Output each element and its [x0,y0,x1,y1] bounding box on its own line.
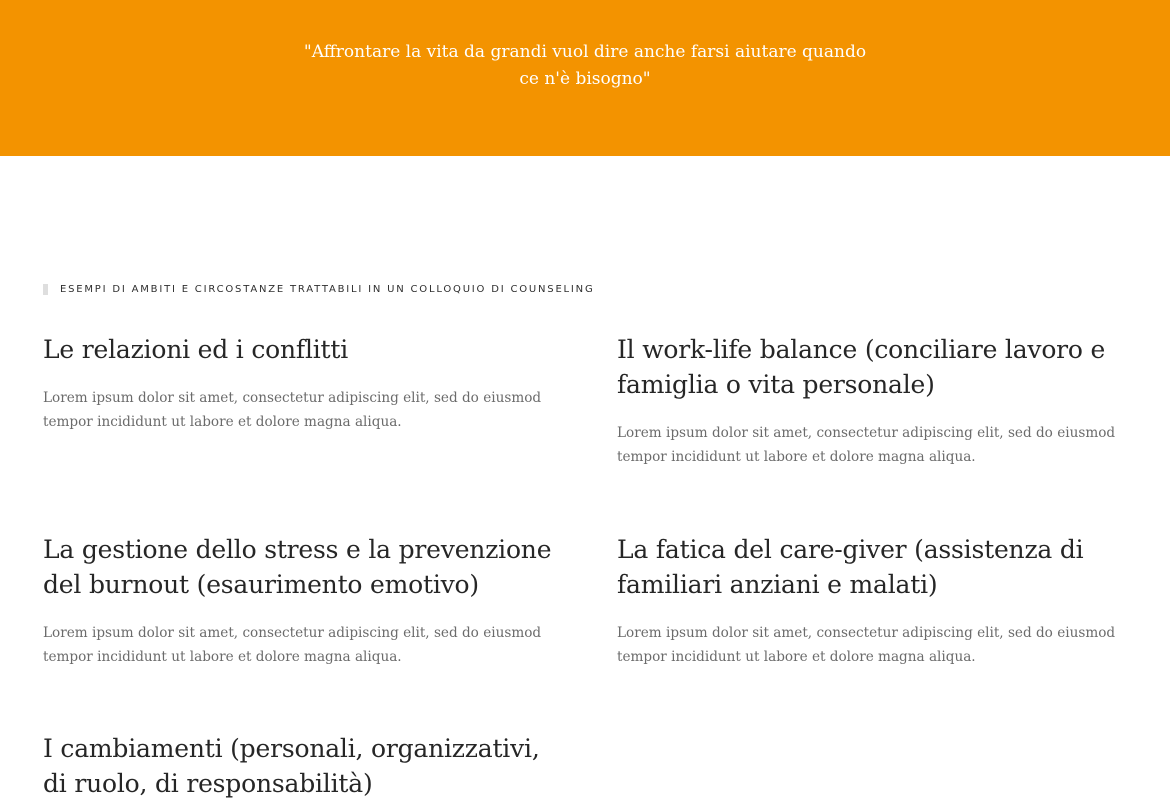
topic-item [617,332,1137,469]
banner-quote: "Affrontare la vita da grandi vuol dire anche farsi aiutare quando ce n'è bisogno" [303,42,867,89]
topic-title: La fatica del care-giver (assistenza di familiari anziani e malati) [617,535,1084,599]
topic-item [43,731,563,801]
topic-item [43,532,563,669]
topic-item [43,332,563,434]
topic-title: Il work-life balance (conciliare lavoro e famiglia o vita personale) [617,335,1106,399]
topic-description: Lorem ipsum dolor sit amet, consectetur adipiscing elit, sed do eiusmod tempor incididunt ut labore et dolore magna aliqua. [617,425,1116,465]
topic-title: I cambiamenti (personali, organizzativi, di ruolo, di responsabilità) [43,734,540,798]
topic-description: Lorem ipsum dolor sit amet, consectetur adipiscing elit, sed do eiusmod tempor incididunt ut labore et dolore magna aliqua. [43,390,542,430]
topic-item [617,532,1137,669]
topic-title: Le relazioni ed i conflitti [43,335,349,364]
label-accent-bar [43,284,48,295]
quote-banner [0,0,1170,156]
section-label [43,283,595,296]
topic-title: La gestione dello stress e la prevenzione del burnout (esaurimento emotivo) [43,535,552,599]
topic-description: Lorem ipsum dolor sit amet, consectetur adipiscing elit, sed do eiusmod tempor incididunt ut labore et dolore magna aliqua. [43,625,542,665]
section-label-text: ESEMPI DI AMBITI E CIRCOSTANZE TRATTABILI IN UN COLLOQUIO DI COUNSELING [60,284,595,295]
topic-description: Lorem ipsum dolor sit amet, consectetur adipiscing elit, sed do eiusmod tempor incididunt ut labore et dolore magna aliqua. [617,625,1116,665]
